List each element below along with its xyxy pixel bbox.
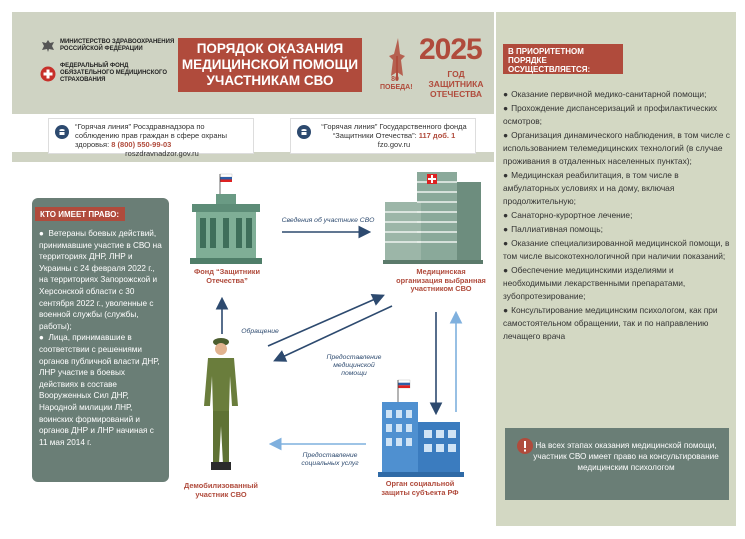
list-item-text: Оказание первичной медико-санитарной помощи; [511, 89, 707, 99]
list-item-text: Санаторно-курортное лечение; [511, 210, 633, 220]
list-item: ● Санаторно-курортное лечение; [503, 210, 633, 220]
list-item-text: Паллиативная помощь; [511, 224, 603, 234]
fund-name: ФЕДЕРАЛЬНЫЙ ФОНД ОБЯЗАТЕЛЬНОГО МЕДИЦИНСКОГО СТРАХОВАНИЯ [60, 63, 168, 83]
year-subtitle: ГОД ЗАЩИТНИКА ОТЕЧЕСТВА [428, 69, 484, 99]
arrow-soldier-to-medorg [268, 296, 382, 346]
hotline-site: roszdravnadzor.gov.ru [125, 149, 199, 158]
hotline-title: “Горячая линия” Государственного фонда “Защитники Отечества”: [321, 122, 467, 140]
priority-heading: В ПРИОРИТЕТНОМ ПОРЯДКЕ ОСУЩЕСТВЛЯЕТСЯ: [503, 44, 623, 74]
list-item-text: Обеспечение медицинскими изделиями и необходимыми лекарственными препаратами, зубопротезирование; [503, 265, 686, 301]
list-item: ● Паллиативная помощь; [503, 224, 603, 234]
hotline-site: fzo.gov.ru [377, 140, 411, 149]
list-item: ● Организация динамического наблюдения, в том числе с использованием телемедицинских технологий (в случае проживания в отдаленных населенных пунктах); [503, 130, 730, 166]
bullet: ● [39, 333, 49, 343]
list-item-text: Прохождение диспансеризаций и профилактических осмотров; [503, 103, 718, 126]
eligibility-item: Ветераны боевых действий, принимавшие участие в СВО на территориях ДНР, ЛНР и Украины с 24 февраля 2022 г., на территориях Запорожской и Херсонской области с 30 сентября 2022 г., уволенные с военной службы (службы, работы); [39, 229, 162, 331]
list-item: ● Медицинская реабилитация, в том числе в амбулаторных условиях и на дому, включая продолжительную; [503, 170, 679, 206]
year-number: 2025 [419, 33, 482, 66]
fund-label: Фонд “Защитники Отечества” [193, 267, 261, 285]
psychologist-note [505, 428, 729, 500]
note-text: На всех этапах оказания медицинской помощи, участник СВО имеет право на консультирование медицинским психологом [533, 441, 719, 472]
list-item-text: Оказание специализированной медицинской помощи, в том числе высокотехнологичной при наличии показаний; [503, 238, 730, 261]
hotline-phone: 117 доб. 1 [418, 131, 456, 140]
med-org-label: Медицинская организация выбранная участником СВО [396, 267, 486, 293]
eligibility-heading: КТО ИМЕЕТ ПРАВО: [35, 207, 125, 221]
list-item: ● Оказание первичной медико-санитарной помощи; [503, 89, 707, 99]
edge-label-medical: Предоставление медицинской помощи [326, 354, 382, 377]
arrow-medorg-to-soldier [276, 306, 392, 360]
edge-label-appeal: Обращение [241, 328, 279, 335]
hotline-phone: 8 (800) 550-99-03 [111, 140, 172, 149]
list-item-text: Организация динамического наблюдения, в том числе с использованием телемедицинских технологий (в случае проживания в отдаленных населенных пунктах); [503, 130, 730, 166]
exclamation-icon [517, 438, 533, 454]
list-item-text: Консультирование медицинским психологом, как при самостоятельном обращении, так и по направлению лечащего врача [503, 305, 718, 341]
list-item: ● Прохождение диспансеризаций и профилактических осмотров; [503, 103, 718, 126]
edge-label-info: Сведения об участнике СВО [281, 217, 375, 224]
bullet: ● [39, 229, 49, 238]
hotline-title: “Горячая линия” Росздравнадзора по соблюдению прав граждан в сфере охраны здоровья: [75, 122, 228, 149]
list-item-text: Медицинская реабилитация, в том числе в амбулаторных условиях и на дому, включая продолжительную; [503, 170, 679, 206]
edge-label-social: Предоставление социальных услуг [301, 452, 359, 467]
page-title: ПОРЯДОК ОКАЗАНИЯ МЕДИЦИНСКОЙ ПОМОЩИ УЧАСТНИКАМ СВО [178, 38, 362, 92]
eligibility-item: Лица, принимавшие в соответствии с решениями органов публичной власти ДНР, ЛНР участие в боевых действиях в составе Вооруженных Сил ДНР, Народной милиции ЛНР, воинских формирований и органов ДНР и ЛНР начиная с 11 мая 2014 г. [39, 333, 160, 447]
list-item: ● Оказание специализированной медицинской помощи, в том числе высокотехнологичной при наличии показаний; [503, 238, 730, 261]
priority-list [503, 88, 731, 344]
soldier-label: Демобилизованный участник СВО [184, 481, 258, 499]
emblem-caption: 80 ПОБЕДА! [380, 76, 413, 91]
social-label: Орган социальной защиты субъекта РФ [381, 479, 459, 497]
ministry-name: МИНИСТЕРСТВО ЗДРАВООХРАНЕНИЯ РОССИЙСКОЙ ФЕДЕРАЦИИ [60, 39, 175, 52]
list-item: ● Обеспечение медицинскими изделиями и необходимыми лекарственными препаратами, зубопротезирование; [503, 265, 686, 301]
list-item: ● Консультирование медицинским психологом, как при самостоятельном обращении, так и по направлению лечащего врача [503, 305, 718, 341]
